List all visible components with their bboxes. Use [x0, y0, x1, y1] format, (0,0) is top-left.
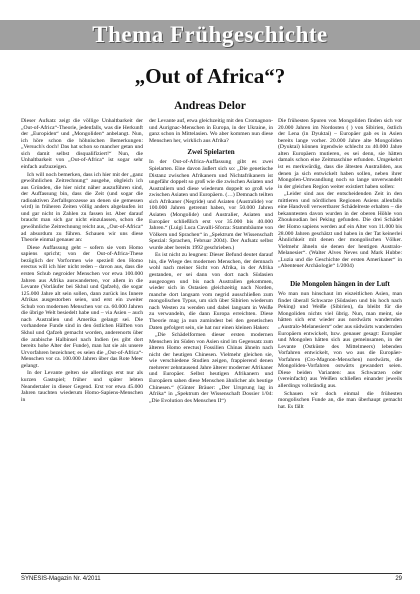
article-title: „Out of Africa“? — [134, 64, 286, 88]
paragraph: „Leider sind aus der entscheidenden Zeit in den mittleren und nördlichen Regionen Asiens allenfalls eine Handvoll verwertbarer Schädelreste erhalten – die bekanntesten davon wurden in der oberen Höhle von Zhoukoudian bei Peking gefunden. Die drei Schädel der Homo sapiens werden auf ein Alter von 11.000 bis 28.000 Jahren geschätzt und haben in der Tat keinerlei Ähnlichkeit mit denen der mongolischen Völker. Vielmehr ähneln sie denen der heutigen Australo-Melanesier“. (Walter Alves Neves und Mark Hubbe: „Luzia und die Geschichte der ersten Amerikaner“ in „Abenteuer Archäologie“ 1/2004) — [278, 191, 402, 270]
paragraph: In der Levante gelten sie allerdings erst nur als kurzen Gastspiel; früher und später lebten Neandertaler in dieser Gegend. Erst vor etwa 45.000 Jahren tauchten wiederum Homo-Sapiens-Menschen in — [21, 370, 143, 403]
text-column-3 — [278, 118, 402, 568]
paragraph: Schauen wir doch einmal die frühesten mongolischen Funde an, die man überhaupt gemacht hat. Es fällt — [278, 390, 402, 410]
paragraph: „Die Schädelformen dieser ersten modernen Menschen im Süden von Asien sind im Gegensatz zum älteren Homo erectus) Fossilien Chinas ähneln nach nicht der heutigen Chinesen. Vielmehr gleichen sie, wie verschiedene Studien zeigen, frappierend denen mehrerer zehntausend Jahre älterer moderner Afrikaner und Europäer. Selbst heutigen Afrikanern und Europäern sahen diese Menschen ähnlicher als heutige Chinesen.“ (Günter Bräuer: „Der Ursprung lag in Afrika“ in „Spektrum der Wissenschaft Dossier 1/04: „Die Evolution des Menschen II“) — [149, 332, 273, 404]
paragraph: Die frühesten Spuren von Mongoliden finden sich vor 20.000 Jahren im Nordosten ( ) von Sibirien, östlich der Lena (in Dyuktai) – Europäer gab es in Asien bereits lange vorher. 20.000 Jahre alte Mongoliden (Dyuktai) können irgendwie schlecht zu 40.000 Jahre alten Europäern mutieren, es sei denn, sie hätten damals schon eine Zeitmaschine erfunden. Umgekehrt ist es merkwürdig, dass die ältesten Australiden, aus denen ja sich entwickelt haben sollen, neben ihrer Mongolen-Umwandlung noch so lange unverwandelt in der gleichen Region weiter existiert haben sollen: — [278, 118, 402, 190]
text-column-1 — [21, 118, 143, 568]
article-author: Andreas Delor — [174, 100, 246, 112]
paragraph: Dieser Aufsatz zeigt die völlige Unhaltbarkeit der „Out-of-Africa“-Theorie, jedenfalls, was die Herkunft der „Europiden“ und „Mongoliden“ anbelangt. Nun, ich höre schon die höhnischen Bemerkungen: „Versuch's doch! Das hat schon so mancher getan und sich damit selbst disqualifiziert!“ Nun, die Unhaltbarkeit von „Out-of-Africa“ ist sogar sehr einfach aufzuzeigen. — [21, 118, 143, 170]
subheading: Die Mongolen hängen in der Luft — [290, 279, 390, 288]
section-banner — [0, 20, 420, 50]
paragraph: In der Out-of-Africa-Auffassung gibt es zwei Spielarten. Eine davon äußert sich so: „Die genetische Distanz zwischen Afrikanern und Nichtafrikanern ist ungefähr doppelt so groß wie die zwischen Asiaten und Australiern und diese wiederum doppelt so groß wie zwischen Asiaten und Europäern. (…) Demnach teilten sich Afrikaner (Negride) und Asiaten (Australide) vor 100.000 Jahren getrennt haben, vor 50.000 Jahren Asiaten (Mongolide) und Australier, Asiaten und Europäer schließlich erst vor 35.000 bis 40.000 Jahren.“ (Luigi Luca Cavalli-Sforza: Stammbäume von Völkern und Sprachen“ in „Spektrum der Wissenschaft Spezial: Sprachen, Februar 2004). Der Aufsatz selbst wurde aber bereits 1992 geschrieben.) — [149, 159, 273, 251]
paragraph: Wo man nun hinschaut im eiszeitlichen Asien, man findet überall Schwarze (Südasien und bis hoch nach Peking) und Weiße (Sibirien), da bleibt für die Mongoliden nichts viel übrig. Nun, man meint, sie hätten sich erst wieder aus nordwärts wandernden „Australo-Melanesiern“ oder aus südwärts wandernden Europäern entwickelt, bzw. genauer gesagt: Europäer und Mongolen hätten sich aus gemeinsamen, in der Levante (Ostküste des Mittelmeers) lebenden Vorfahren entwickelt, von wo aus die Europäer-Vorfahren (Cro-Magnon-Menschen) nordwärts, die Mongoliden-Vorfahren ostwärts gewandert seien. Diese beiden Varianten: aus Schwarzen oder (vereinfacht) aus Weißen schließen einander jeweils allerdings vollständig aus. — [278, 291, 402, 390]
paragraph: Ich will noch bemerken, dass ich hier mit der „ganz gewöhnlichen Zeitrechnung“ ausgehe, obgleich ich aus Gründen, die hier nicht näher auszuführen sind, der Auffassung bin, dass die Zeit (und sogar die radioaktiven Zerfallsprozesse an denen sie gemessen wird) in früheren Zeiten völlig anders abgelaufen ist und gar nicht in Zahlen zu fassen ist. Aber darauf braucht man sich gar nicht einzulassen, schon die gewöhnliche Zeitrechnung reicht aus, „Out-of-Africa“ ad absurdum zu führen. Schauen wir uns diese Theorie einmal genauer an: — [21, 171, 143, 244]
paragraph: der Levante auf, etwa gleichzeitig mit den Cromagnon- und Aurignac-Menschen in Europa, in der Ukraine, in ganz schon in Mittelasien. Wo aber kommen nun diese Menschen her, wirklich aus Afrika? — [149, 118, 273, 144]
subheading: Zwei Spielarten — [187, 148, 235, 157]
paragraph: Diese Auffassung geht – sofern sie vom Homo sapiens spricht; von der Out-of-Africa-These bezüglich der Vorformen wie speziell den Homo erectus will ich hier nicht reden – davon aus, dass die ersten Schub negroider Menschen vor etwa 100.000 Jahren aus Afrika auswanderten, vor allem in die Levante (Vorläufer bei Skhul und Qafzeh), die sogar 125.000 Jahre alt sein sollen, dann zurück ins Innere Afrikas ausgestorben seien, und erst ein zweiter Schub von modernen Menschen vor ca. 60.000 Jahren die übrige Welt besiedelt habe und – via Asien – auch nach Australien und Amerika gelangt sei. Die vorhandene Funde sind in den östlichen Hälften von Skhul und Qafzeh gemacht worden, anderenorts über die arabische Halbinsel nach Indien (es gibt dort bereits hohe Alter der Funde), man hat sie als unsere Urvorfahren bezeichnet; es seien die „Out-of-Africa“-Menschen vor ca. 100.000 Jahren über das Rote Meer gelangt. — [21, 244, 143, 369]
page-number: 29 — [395, 576, 402, 582]
text-column-2 — [149, 118, 273, 568]
page-footer — [21, 573, 402, 582]
magazine-info: SYNESIS-Magazin Nr. 4/2011 — [21, 576, 101, 582]
paragraph: Es ist nicht zu leugnen: Dieser Befund deutet darauf hin, die Wiege des modernen Menschen, der demnach wohl nach meiner Sicht von Afrika, in der Afrika gestanden, er sei dann von dort nach Südasien ausgezogen und bis nach Australien gekommen, wieder sich in Ostasien gleichzeitig nach Norden, manche dort langsam vom negrid ausschließen zum mongolischen Typus, um sich über Sibirien wiederum nach Westen zu wenden und dabei langsam in Weiße zu verwandeln, die dann Europa erreichten. Diese Theorie mag ja nun zumindest bei den genetischen Daten gefolgert sein, sie hat nur einen kleinen Haken: — [149, 252, 273, 331]
section-title: Thema Frühgeschichte — [92, 22, 328, 47]
